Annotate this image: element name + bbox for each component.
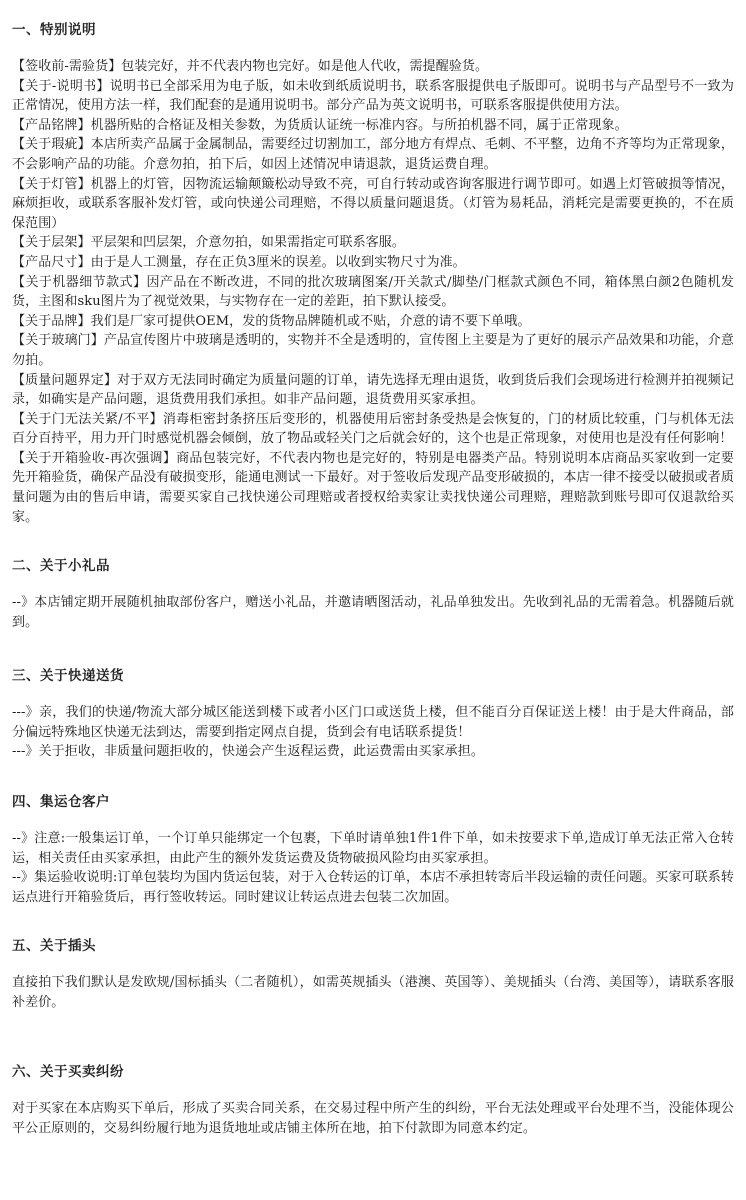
paragraph-disputes: 对于买家在本店购买下单后，形成了买卖合同关系，在交易过程中所产生的纠纷，平台无法处理或平台处理不当，没能体现公平公正原则的，交易纠纷履行地为退货地址或店铺主体所在地，拍下付款即为同意本约定。: [12, 1101, 734, 1136]
section-consolidation: [12, 792, 734, 907]
section-heading: 二、关于小礼品: [12, 558, 110, 574]
paragraph-style-details: 【关于机器细节款式】因产品在不断改进，不同的批次玻璃图案/开关款式/脚垫/门框款式颜色不同，箱体黑白颜2色随机发货，主图和sku图片为了视觉效果，与实物存在一定的差距，拍下默认接受。: [12, 274, 734, 310]
section-plugs: [12, 936, 734, 1012]
section-gifts: [12, 556, 734, 632]
section-heading: 四、集运仓客户: [12, 794, 110, 810]
paragraph-refusal: ---》关于拒收，非质量问题拒收的，快递会产生返程运费，此运费需由买家承担。: [12, 744, 484, 760]
paragraph-inspect-before-signing: 【签收前-需验货】包装完好，并不代表内物也完好。如是他人代收，需提醒验货。: [12, 59, 489, 74]
section-heading: 一、特别说明: [12, 22, 96, 38]
section-heading: 五、关于插头: [12, 938, 96, 954]
paragraph-plugs: 直接拍下我们默认是发欧规/国标插头（二者随机），如需英规插头（港澳、英国等）、美规插头（台湾、美国等），请联系客服补差价。: [12, 975, 734, 1010]
paragraph-consolidation-notice: --》注意:一般集运订单，一个订单只能绑定一个包裹，下单时请单独1件1件下单，如未按要求下单,造成订单无法正常入仓转运，相关责任由买家承担，由此产生的额外发货运费及货物破损风险均由买家承担。: [12, 831, 734, 866]
paragraph-manual: 【关于-说明书】说明书已全部采用为电子版，如未收到纸质说明书，联系客服提供电子版即可。说明书与产品型号不一致为正常情况，使用方法一样，我们配套的是通用说明书。部分产品为英文说明书，可联系客服提供使用方法。: [12, 78, 734, 114]
section-special-notes: [12, 20, 734, 527]
section-heading: 三、关于快递送货: [12, 668, 124, 684]
paragraph-glass-door: 【关于玻璃门】产品宣传图片中玻璃是透明的，实物并不全是透明的，宣传图上主要是为了更好的展示产品效果和功能，介意勿拍。: [12, 333, 734, 368]
paragraph-door-seal: 【关于门无法关紧/不平】消毒柜密封条挤压后变形的，机器使用后密封条受热是会恢复的，门的材质比较重，门与机体无法百分百持平，用力开门时感觉机器会倾倒，放了物品或轻关门之后就会好的，这个也是正常现象，对使用也是没有任何影响！: [12, 411, 734, 447]
paragraph-gifts: --》本店铺定期开展随机抽取部份客户，赠送小礼品，并邀请晒图活动，礼品单独发出。先收到礼品的无需着急。机器随后就到。: [12, 595, 734, 630]
section-delivery: [12, 666, 734, 762]
paragraph-dimensions: 【产品尺寸】由于是人工测量，存在正负3厘米的误差。以收到实物尺寸为准。: [12, 254, 466, 270]
paragraph-quality-issues: 【质量问题界定】对于双方无法同时确定为质量问题的订单，请先选择无理由退货，收到货后我们会现场进行检测并拍视频记录，如确实是产品问题，退货费用我们承担。如非产品问题，退货费用买家承担。: [12, 372, 734, 408]
paragraph-nameplate: 【产品铭牌】机器所贴的合格证及相关参数，为货质认证统一标准内容。与所拍机器不同，属于正常现象。: [12, 117, 628, 133]
paragraph-consolidation-acceptance: --》集运验收说明:订单包装均为国内货运包装，对于入仓转运的订单，本店不承担转寄后半段运输的责任问题。买家可联系转运点进行开箱验货后，再行签收转运。同时建议让转运点进去包装二次加固。: [12, 870, 734, 905]
paragraph-unboxing: 【关于开箱验收-再次强调】商品包装完好，不代表内物也是完好的，特别是电器类产品。特别说明本店商品买家收到一定要先开箱验货，确保产品没有破损变形，能通电测试一下最好。对于签收后发现产品变形破损的，本店一律不接受以破损或者质量问题为由的售后申请，需要买家自己找快递公司理赔或者授权给卖家让卖找快递公司理赔，理赔款到账号即可仅退款给买家。: [12, 450, 734, 525]
paragraph-brand: 【关于品牌】我们是厂家可提供OEM，发的货物品牌随机或不贴，介意的请不要下单哦。: [12, 313, 531, 329]
paragraph-lamp-tubes: 【关于灯管】机器上的灯管，因物流运输颠簸松动导致不亮，可自行转动或咨询客服进行调节即可。如遇上灯管破损等情况，麻烦拒收，或联系客服补发灯管，或向快递公司理赔，不得以质量问题退货。（灯管为易耗品，消耗完是需要更换的，不在质保范围）: [12, 176, 734, 231]
section-disputes: [12, 1062, 734, 1138]
paragraph-delivery: ---》亲，我们的快递/物流大部分城区能送到楼下或者小区门口或送货上楼，但不能百分百保证送上楼！由于是大件商品，部分偏远特殊地区快递无法到达，需要到指定网点自提，货到会有电话联系提货！: [12, 705, 734, 740]
paragraph-defects: 【关于瑕疵】本店所卖产品属于金属制品，需要经过切割加工，部分地方有焊点、毛刺、不平整，边角不齐等均为正常现象，不会影响产品的功能。介意勿拍，拍下后，如因上述情况申请退款，退货运费自理。: [12, 137, 734, 172]
paragraph-shelves: 【关于层架】平层架和凹层架，介意勿拍，如果需指定可联系客服。: [12, 235, 406, 251]
section-heading: 六、关于买卖纠纷: [12, 1064, 124, 1080]
